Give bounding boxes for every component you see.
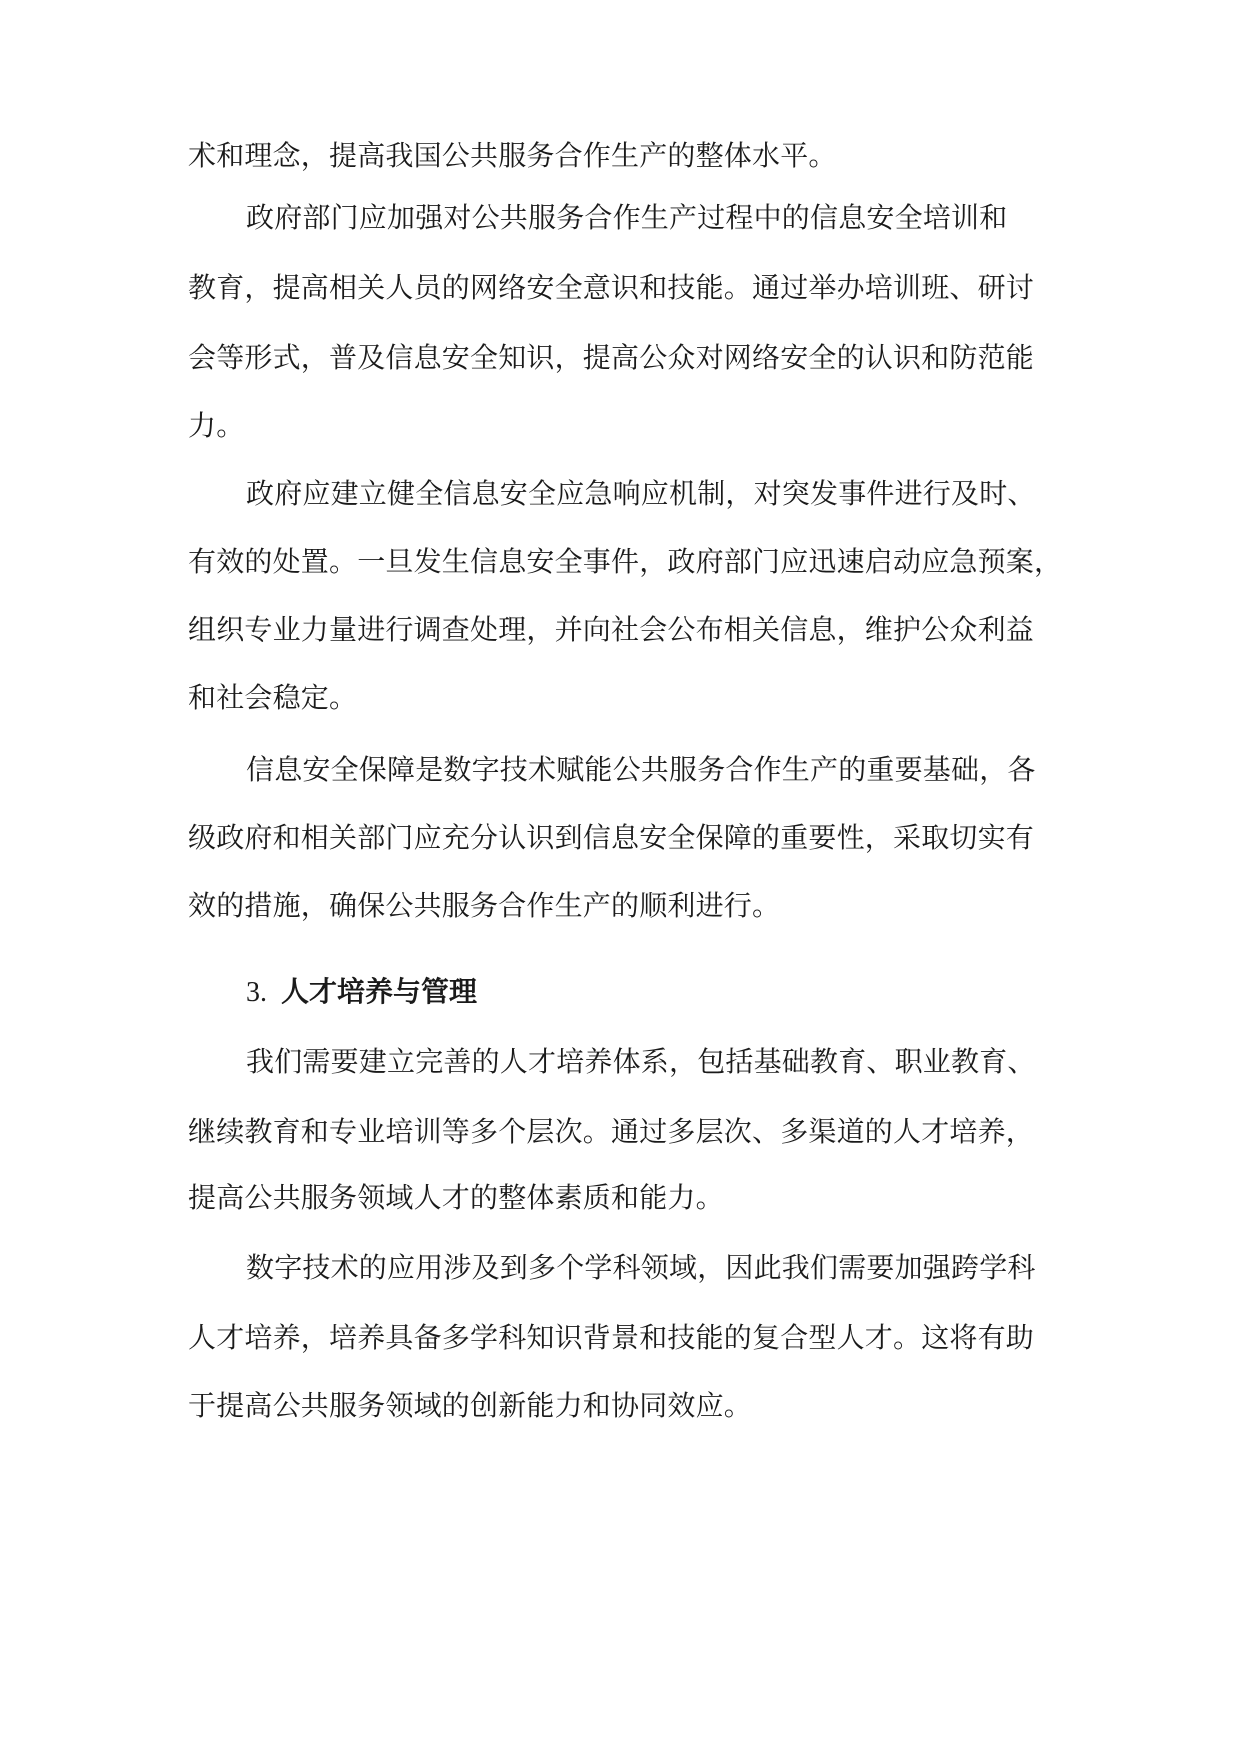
paragraph-line: 信息安全保障是数字技术赋能公共服务合作生产的重要基础，各	[246, 753, 1036, 786]
paragraph-line: 组织专业力量进行调查处理，并向社会公布相关信息，维护公众利益	[188, 613, 1035, 646]
paragraph-line: 和社会稳定。	[188, 681, 358, 714]
section-number: 3.	[246, 977, 267, 1008]
paragraph-line: 继续教育和专业培训等多个层次。通过多层次、多渠道的人才培养，	[188, 1115, 1035, 1148]
section-heading	[246, 974, 1046, 1010]
paragraph-line: 会等形式，普及信息安全知识，提高公众对网络安全的认识和防范能	[188, 341, 1035, 374]
paragraph-line: 人才培养，培养具备多学科知识背景和技能的复合型人才。这将有助	[188, 1321, 1035, 1354]
section-title: 人才培养与管理	[281, 975, 478, 1008]
paragraph-line: 教育，提高相关人员的网络安全意识和技能。通过举办培训班、研讨	[188, 271, 1035, 304]
paragraph-line: 数字技术的应用涉及到多个学科领域，因此我们需要加强跨学科	[246, 1251, 1036, 1284]
paragraph-line: 于提高公共服务领域的创新能力和协同效应。	[188, 1389, 753, 1422]
paragraph-line: 效的措施，确保公共服务合作生产的顺利进行。	[188, 889, 781, 922]
paragraph-line: 术和理念，提高我国公共服务合作生产的整体水平。	[188, 139, 837, 172]
paragraph-line: 有效的处置。一旦发生信息安全事件，政府部门应迅速启动应急预案，	[188, 545, 1063, 578]
paragraph-line: 力。	[188, 409, 245, 442]
paragraph-line: 政府部门应加强对公共服务合作生产过程中的信息安全培训和	[246, 201, 1008, 234]
paragraph-line: 提高公共服务领域人才的整体素质和能力。	[188, 1181, 724, 1214]
paragraph-line: 级政府和相关部门应充分认识到信息安全保障的重要性，采取切实有	[188, 821, 1035, 854]
paragraph-line: 政府应建立健全信息安全应急响应机制，对突发事件进行及时、	[246, 477, 1036, 510]
paragraph-line: 我们需要建立完善的人才培养体系，包括基础教育、职业教育、	[246, 1045, 1036, 1078]
